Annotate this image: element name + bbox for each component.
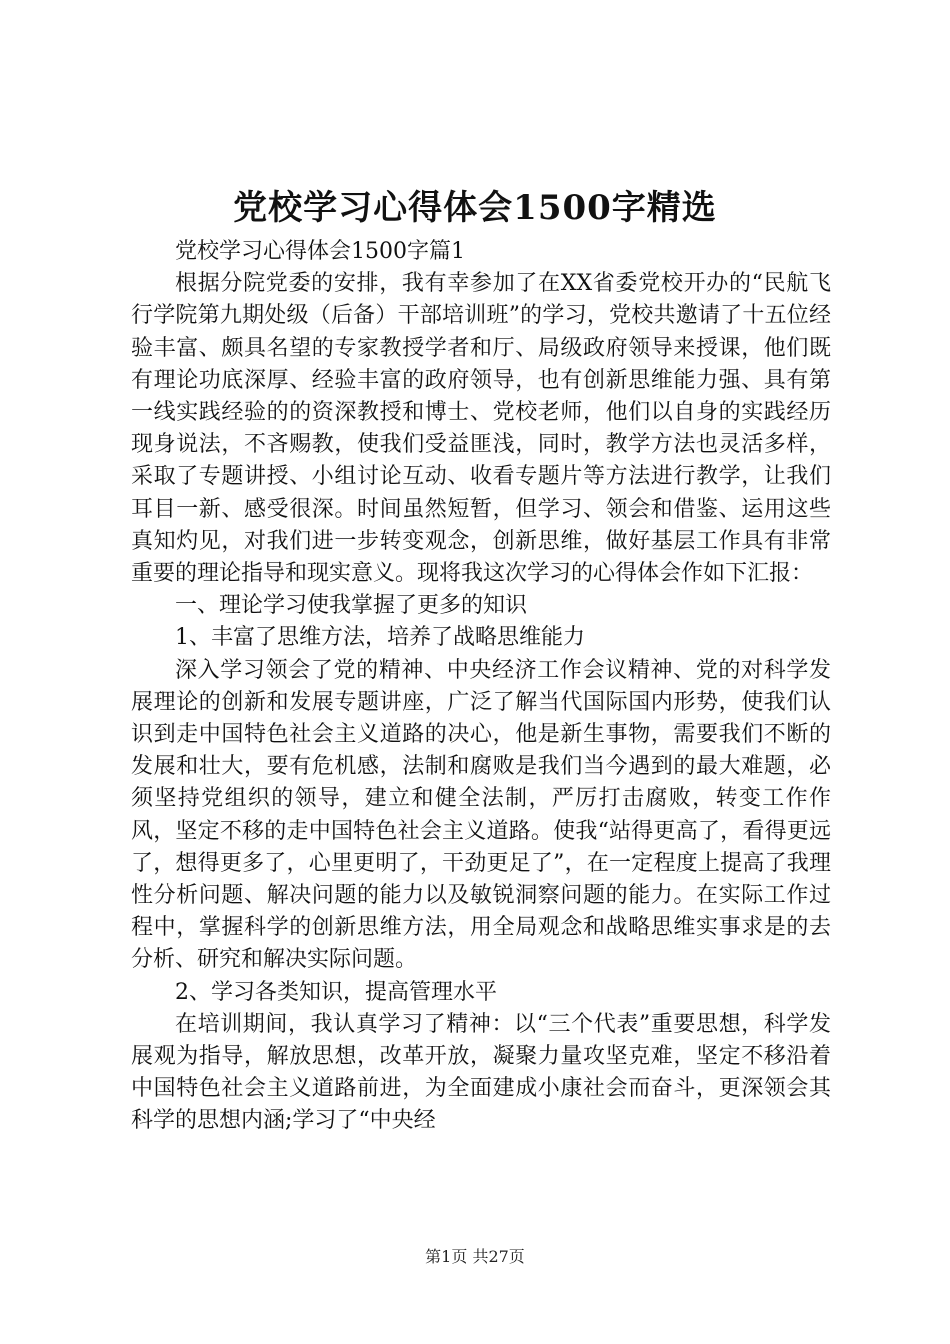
subsection-heading-1: 1、丰富了思维方法，培养了战略思维能力 [175,625,585,651]
document-body [131,236,831,1138]
document-title: 党校学习心得体会1500字精选 [233,188,717,228]
page-number-footer: 第1页 共27页 [425,1247,525,1266]
section-heading-1: 一、理论学习使我掌握了更多的知识 [175,593,528,619]
subsection-heading-2: 2、学习各类知识，提高管理水平 [175,979,497,1005]
body-paragraph-thinking: 深入学习领会了党的精神、中央经济工作会议精神、党的对科学发展理论的创新和发展专题讲座，广泛了解当代国际国内形势，使我们认识到走中国特色社会主义道路的决心，他是新生事物，需要我们不断的发展和壮大，要有危机感，法制和腐败是我们当今遇到的最大难题，必须坚持党组织的领导，建立和健全法制，严厉打击腐败，转变工作作风，坚定不移的走中国特色社会主义道路。使我“站得更高了，看得更远了，想得更多了，心里更明了，干劲更足了”，在一定程度上提高了我理性分析问题、解决问题的能力以及敏锐洞察问题的能力。在实际工作过程中，掌握科学的创新思维方法，用全局观念和战略思维实事求是的去分析、研究和解决实际问题。 [131,657,831,973]
body-paragraph-training: 在培训期间，我认真学习了精神：以“三个代表”重要思想，科学发展观为指导，解放思想，改革开放，凝聚力量攻坚克难，坚定不移沿着中国特色社会主义道路前进，为全面建成小康社会而奋斗，更深领会其科学的思想内涵;学习了“中央经 [131,1011,831,1134]
body-paragraph-intro: 根据分院党委的安排，我有幸参加了在XX省委党校开办的“民航飞行学院第九期处级（后备）干部培训班”的学习，党校共邀请了十五位经验丰富、颇具名望的专家教授学者和厅、局级政府领导来授课，他们既有理论功底深厚、经验丰富的政府领导，也有创新思维能力强、具有第一线实践经验的的资深教授和博士、党校老师，他们以自身的实践经历现身说法，不吝赐教，使我们受益匪浅，同时，教学方法也灵活多样，采取了专题讲授、小组讨论互动、收看专题片等方法进行教学，让我们耳目一新、感受很深。时间虽然短暂，但学习、领会和借鉴、运用这些真知灼见，对我们进一步转变观念，创新思维，做好基层工作具有非常重要的理论指导和现实意义。现将我这次学习的心得体会作如下汇报： [131,271,831,587]
section-subtitle: 党校学习心得体会1500字篇1 [175,239,465,264]
